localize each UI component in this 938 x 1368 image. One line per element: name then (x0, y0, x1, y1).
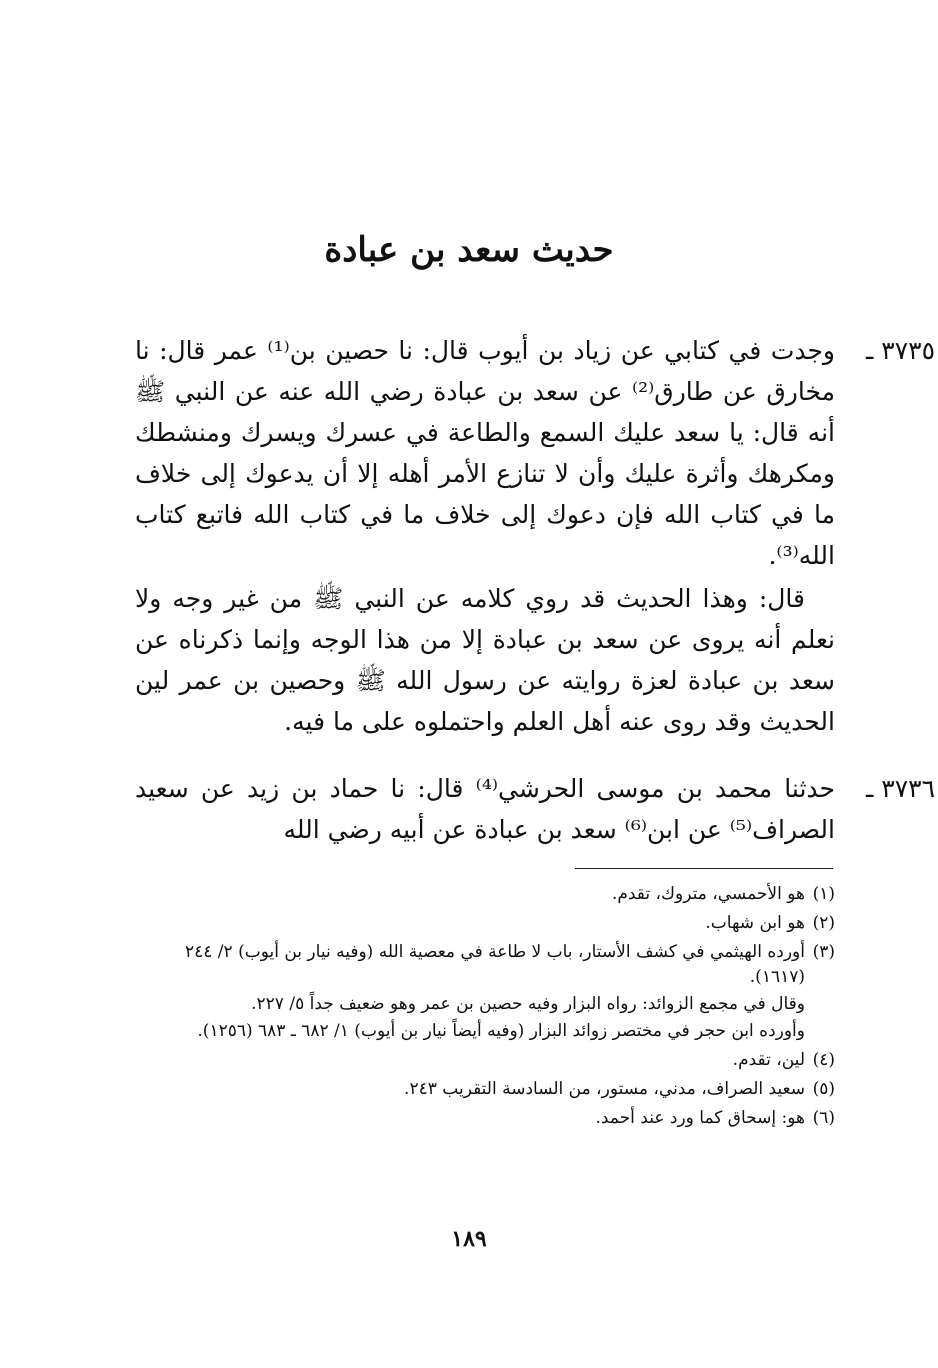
footnote-number: (٤) (812, 1050, 835, 1070)
footnotes (135, 882, 835, 1135)
page-title: حديث سعد بن عبادة (324, 230, 614, 270)
footnote-text: لين، تقدم. (732, 1050, 805, 1070)
footnote (135, 882, 835, 907)
footnote-text: هو: إسحاق كما ورد عند أحمد. (595, 1108, 805, 1128)
hadith-number: ٣٧٣٥ ـ (866, 336, 935, 365)
footnote (135, 1077, 835, 1102)
footnote-text: أورده الهيثمي في كشف الأستار، باب لا طاعة في معصية الله (وفيه نيار بن أيوب) ٢/ ٢٤٤ (١٦١٧). (184, 942, 805, 987)
footnote-divider (575, 868, 833, 869)
footnote (135, 1106, 835, 1131)
hadith-text: وجدت في كتابي عن زياد بن أيوب قال: نا حصين بن⁽¹⁾ عمر قال: نا مخارق عن طارق⁽²⁾ عن سعد بن عبادة رضي الله عنه عن النبي ﷺ أنه قال: يا سعد عليك السمع والطاعة في عسرك ويسرك ومنشطك ومكرهك وأثرة عليك وأن لا تنازع الأمر أهله إلا أن يدعوك إلى خلاف ما في كتاب الله فإن دعوك إلى خلاف ما في كتاب الله فاتبع كتاب الله⁽³⁾. (135, 336, 836, 570)
footnote-text: هو ابن شهاب. (705, 913, 805, 933)
page-number: ١٨٩ (451, 1226, 487, 1252)
footnote-text: سعيد الصراف، مدني، مستور، من السادسة التقريب ٢٤٣. (404, 1079, 805, 1099)
hadith-number: ٣٧٣٦ ـ (866, 774, 935, 803)
footnote-text: هو الأحمسي، متروك، تقدم. (611, 884, 805, 904)
footnote (135, 992, 835, 1017)
footnote (135, 911, 835, 936)
footnote-number: (٥) (812, 1079, 835, 1099)
author-comment (135, 578, 835, 742)
footnote-number: (٦) (812, 1108, 835, 1128)
footnote-number: (٢) (812, 913, 835, 933)
hadith-entry (135, 330, 935, 576)
footnote-text: وقال في مجمع الزوائد: رواه البزار وفيه حصين بن عمر وهو ضعيف جداً ٥/ ٢٢٧. (251, 994, 805, 1014)
footnote (135, 1019, 835, 1044)
comment-text: قال: وهذا الحديث قد روي كلامه عن النبي ﷺ من غير وجه ولا نعلم أنه يروى عن سعد بن عبادة إلا من هذا الوجه وإنما ذكرناه عن سعد بن عبادة لعزة روايته عن رسول الله ﷺ وحصين بن عمر لين الحديث وقد روى عنه أهل العلم واحتملوه على ما فيه. (135, 584, 835, 736)
footnote-text: وأورده ابن حجر في مختصر زوائد البزار (وفيه أيضاً نيار بن أيوب) ١/ ٦٨٢ ـ ٦٨٣ (١٢٥٦). (197, 1021, 805, 1041)
hadith-text: حدثنا محمد بن موسى الحرشي⁽⁴⁾ قال: نا حماد بن زيد عن سعيد الصراف⁽⁵⁾ عن ابن⁽⁶⁾ سعد بن عبادة عن أبيه رضي الله (135, 774, 836, 844)
footnote (135, 940, 835, 990)
footnote (135, 1048, 835, 1073)
hadith-entry (135, 768, 935, 850)
footnote-number: (١) (812, 884, 835, 904)
footnote-number: (٣) (812, 942, 835, 962)
